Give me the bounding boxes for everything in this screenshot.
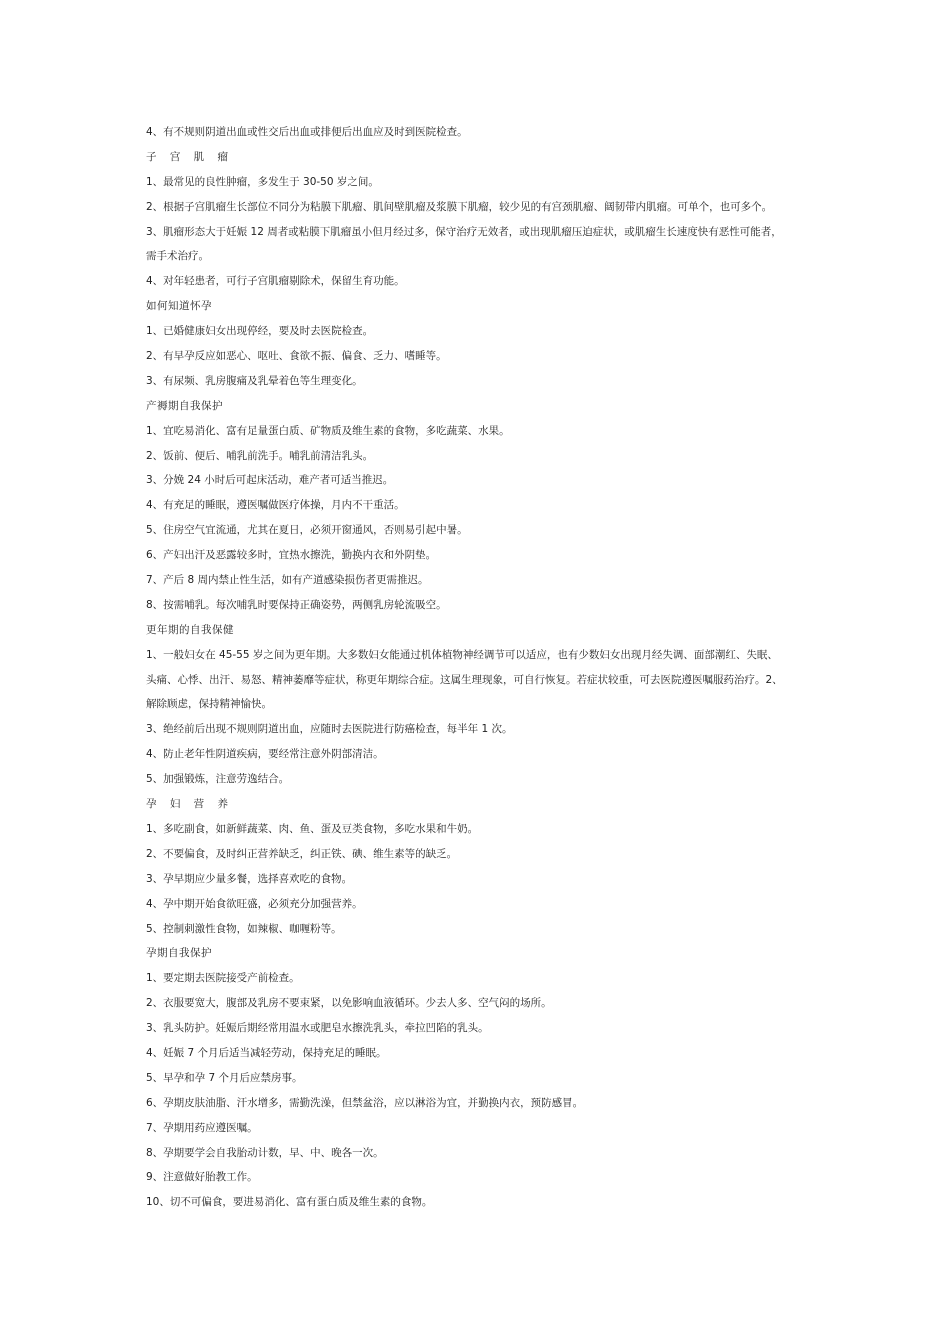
section-heading-pregnancy-nutrition: 孕 妇 营 养: [146, 798, 234, 811]
list-item: 5、加强锻炼，注意劳逸结合。: [146, 773, 290, 786]
list-item: 1、宜吃易消化、富有足量蛋白质、矿物质及维生素的食物，多吃蔬菜、水果。: [146, 424, 510, 437]
list-item: 1、已婚健康妇女出现停经，要及时去医院检查。: [146, 325, 374, 338]
list-item: 8、按需哺乳。每次哺乳时要保持正确姿势，两侧乳房轮流吸空。: [146, 598, 447, 611]
list-item: 7、孕期用药应遵医嘱。: [146, 1121, 258, 1134]
list-item: 8、孕期要学会自我胎动计数，早、中、晚各一次。: [146, 1146, 384, 1159]
list-item: 2、饭前、便后、哺乳前洗手。哺乳前清洁乳头。: [146, 449, 374, 462]
list-item: 3、孕早期应少量多餐，选择喜欢吃的食物。: [146, 872, 353, 885]
list-item-continuation: 需手术治疗。: [146, 250, 209, 263]
list-item: 3、分娩 24 小时后可起床活动，难产者可适当推迟。: [146, 474, 394, 487]
list-item: 3、绝经前后出现不规则阴道出血，应随时去医院进行防癌检查，每半年 1 次。: [146, 723, 513, 736]
list-item: 2、有早孕反应如恶心、呕吐、食欲不振、偏食、乏力、嗜睡等。: [146, 350, 447, 363]
list-item: 9、注意做好胎教工作。: [146, 1171, 258, 1184]
list-item: 1、最常见的良性肿瘤，多发生于 30-50 岁之间。: [146, 175, 379, 188]
list-item: 6、产妇出汗及恶露较多时，宜热水擦洗，勤换内衣和外阴垫。: [146, 549, 437, 562]
list-item: 4、妊娠 7 个月后适当减轻劳动，保持充足的睡眠。: [146, 1046, 387, 1059]
list-item: 3、有尿频、乳房腹痛及乳晕着色等生理变化。: [146, 374, 363, 387]
list-item: 4、对年轻患者，可行子宫肌瘤剔除术，保留生育功能。: [146, 275, 405, 288]
list-item: 4、孕中期开始食欲旺盛，必须充分加强营养。: [146, 897, 363, 910]
list-item: 5、控制刺激性食物，如辣椒、咖喱粉等。: [146, 922, 342, 935]
list-item: 5、早孕和孕 7 个月后应禁房事。: [146, 1071, 303, 1084]
list-item: 2、根据子宫肌瘤生长部位不同分为粘膜下肌瘤、肌间壁肌瘤及浆膜下肌瘤，较少见的有宫颈肌瘤、阔韧带内肌瘤。可单个，也可多个。: [146, 200, 773, 213]
list-item: 1、多吃副食，如新鲜蔬菜、肉、鱼、蛋及豆类食物，多吃水果和牛奶。: [146, 822, 479, 835]
list-item: 3、肌瘤形态大于妊娠 12 周者或粘膜下肌瘤虽小但月经过多，保守治疗无效者，或出现肌瘤压迫症状，或肌瘤生长速度快有恶性可能者，: [146, 225, 782, 238]
section-heading-pregnancy-protection: 孕期自我保护: [146, 947, 212, 960]
list-item-continuation: 头痛、心悸、出汗、易怒、精神萎靡等症状，称更年期综合症。这属生理现象，可自行恢复。若症状较重，可去医院遵医嘱服药治疗。2、: [146, 673, 783, 686]
document-body: [146, 120, 816, 1215]
list-item: 1、一般妇女在 45-55 岁之间为更年期。大多数妇女能通过机体植物神经调节可以适应，也有少数妇女出现月经失调、面部潮红、失眠、: [146, 648, 778, 661]
list-item: 1、要定期去医院接受产前检查。: [146, 972, 300, 985]
section-heading-menopause-care: 更年期的自我保健: [146, 623, 234, 636]
list-item: 4、有充足的睡眠，遵医嘱做医疗体操，月内不干重活。: [146, 499, 405, 512]
list-item: 2、不要偏食，及时纠正营养缺乏，纠正铁、碘、维生素等的缺乏。: [146, 847, 458, 860]
list-item: 6、孕期皮肤油脂、汗水增多，需勤洗澡，但禁盆浴，应以淋浴为宜，并勤换内衣，预防感冒。: [146, 1096, 584, 1109]
section-heading-pregnancy-signs: 如何知道怀孕: [146, 300, 212, 313]
list-item: 4、有不规则阴道出血或性交后出血或排便后出血应及时到医院检查。: [146, 126, 468, 138]
list-item: 3、乳头防护。妊娠后期经常用温水或肥皂水擦洗乳头，牵拉凹陷的乳头。: [146, 1022, 489, 1035]
list-item-continuation: 解除顾虑，保持精神愉快。: [146, 698, 272, 711]
list-item: 5、住房空气宜流通，尤其在夏日，必须开窗通风，否则易引起中暑。: [146, 524, 468, 537]
list-item: 7、产后 8 周内禁止性生活，如有产道感染损伤者更需推迟。: [146, 574, 429, 587]
list-item: 10、切不可偏食，要进易消化、富有蛋白质及维生素的食物。: [146, 1196, 433, 1209]
list-item: 4、防止老年性阴道疾病，要经常注意外阴部清洁。: [146, 748, 384, 761]
section-heading-uterine-fibroids: 子 宫 肌 瘤: [146, 150, 234, 163]
list-item: 2、衣服要宽大，腹部及乳房不要束紧，以免影响血液循环。少去人多、空气闷的场所。: [146, 997, 552, 1010]
section-heading-postpartum-care: 产褥期自我保护: [146, 399, 223, 412]
